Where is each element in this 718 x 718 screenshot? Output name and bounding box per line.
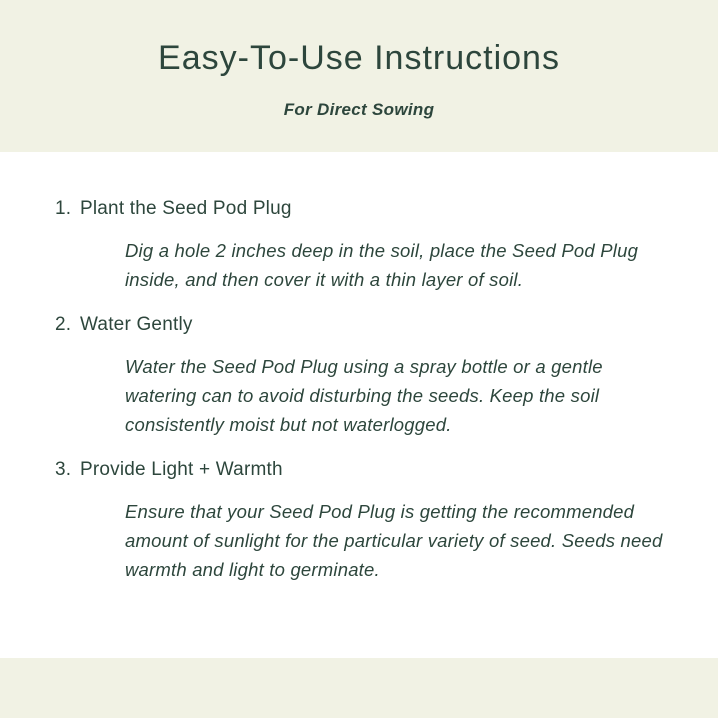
steps-list — [0, 152, 718, 584]
footer-band — [0, 658, 718, 718]
step-heading — [55, 198, 663, 220]
step-heading — [55, 459, 663, 481]
step-title: Provide Light + Warmth — [80, 459, 283, 480]
list-item — [55, 459, 663, 584]
step-description: Dig a hole 2 inches deep in the soil, place the Seed Pod Plug inside, and then cover it with a thin layer of soil. — [125, 240, 639, 290]
list-item — [55, 314, 663, 439]
step-number: 2. — [55, 314, 72, 335]
step-number: 3. — [55, 459, 72, 480]
step-title: Water Gently — [80, 314, 193, 335]
page-title: Easy-To-Use Instructions — [158, 38, 560, 77]
step-number: 1. — [55, 198, 72, 219]
step-heading — [55, 314, 663, 336]
step-description: Water the Seed Pod Plug using a spray bottle or a gentle watering can to avoid disturbing the seeds. Keep the soil consistently moist but not waterlogged. — [125, 356, 603, 435]
step-title: Plant the Seed Pod Plug — [80, 198, 292, 219]
page-subtitle: For Direct Sowing — [283, 99, 435, 119]
list-item — [55, 198, 663, 294]
step-description: Ensure that your Seed Pod Plug is getting the recommended amount of sunlight for the particular variety of seed. Seeds need warmth and light to germinate. — [125, 501, 663, 580]
header-band — [0, 0, 718, 152]
